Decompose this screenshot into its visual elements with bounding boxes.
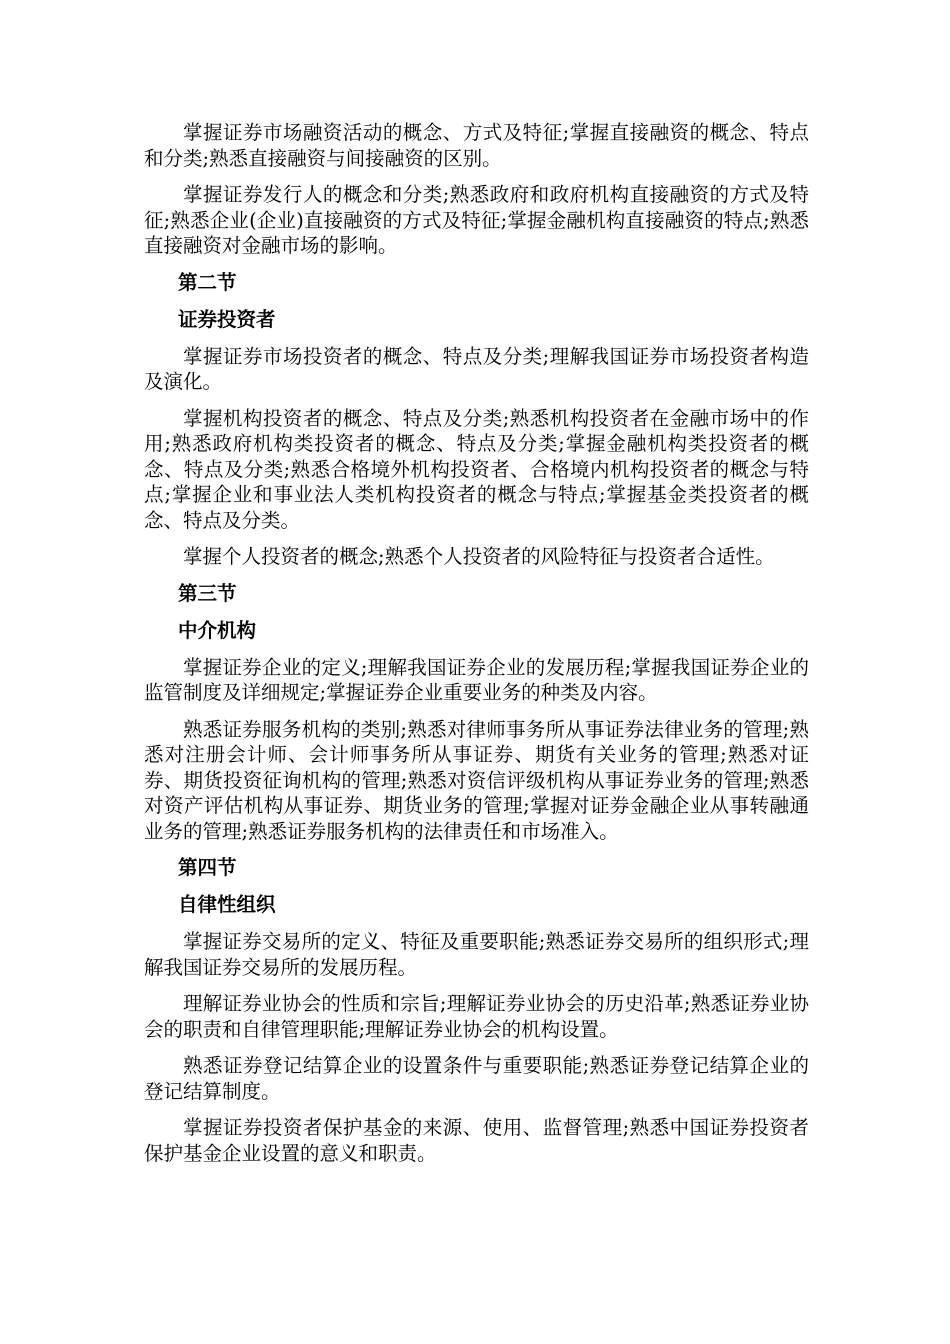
paragraph-institutional-investors: 掌握机构投资者的概念、特点及分类;熟悉机构投资者在金融市场中的作用;熟悉政府机构类投资者的概念、特点及分类;掌握金融机构类投资者的概念、特点及分类;熟悉合格境外机构投资者、合格境内机构投资者的概念与特点;掌握企业和事业法人类机构投资者的概念与特点;掌握基金类投资者的概念、特点及分类。	[144, 406, 809, 532]
paragraph-securities-firms: 掌握证券企业的定义;理解我国证券企业的发展历程;掌握我国证券企业的监管制度及详细规定;掌握证券企业重要业务的种类及内容。	[144, 655, 809, 704]
paragraph-investor-concept: 掌握证券市场投资者的概念、特点及分类;理解我国证券市场投资者构造及演化。	[144, 344, 809, 393]
section-title-self-regulatory: 自律性组织	[178, 893, 276, 916]
paragraph-exchanges: 掌握证券交易所的定义、特征及重要职能;熟悉证券交易所的组织形式;理解我国证券交易所的发展历程。	[144, 930, 809, 979]
document-page	[144, 120, 809, 1177]
paragraph-association: 理解证券业协会的性质和宗旨;理解证券业协会的历史沿革;熟悉证券业协会的职责和自律管理职能;理解证券业协会的机构设置。	[144, 992, 809, 1041]
paragraph-service-institutions: 熟悉证券服务机构的类别;熟悉对律师事务所从事证券法律业务的管理;熟悉对注册会计师、会计师事务所从事证券、期货有关业务的管理;熟悉对证券、期货投资征询机构的管理;熟悉对资信评级机构从事证券业务的管理;熟悉对资产评估机构从事证券、期货业务的管理;掌握对证券金融企业从事转融通业务的管理;熟悉证券服务机构的法律责任和市场准入。	[144, 717, 809, 843]
paragraph-clearing: 熟悉证券登记结算企业的设置条件与重要职能;熟悉证券登记结算企业的登记结算制度。	[144, 1054, 809, 1103]
paragraph-individual-investors: 掌握个人投资者的概念;熟悉个人投资者的风险特征与投资者合适性。	[183, 545, 775, 568]
section-number-3: 第三节	[178, 581, 237, 605]
section-number-2: 第二节	[178, 270, 237, 294]
paragraph-protection-fund: 掌握证券投资者保护基金的来源、使用、监督管理;熟悉中国证券投资者保护基金企业设置的意义和职责。	[144, 1116, 809, 1165]
paragraph-issuers: 掌握证券发行人的概念和分类;熟悉政府和政府机构直接融资的方式及特征;熟悉企业(企业)直接融资的方式及特征;掌握金融机构直接融资的特点;熟悉直接融资对金融市场的影响。	[144, 183, 809, 257]
section-number-4: 第四节	[178, 856, 237, 879]
section-title-investors: 证券投资者	[178, 307, 276, 331]
section-title-intermediaries: 中介机构	[178, 618, 257, 642]
paragraph-financing-activities: 掌握证券市场融资活动的概念、方式及特征;掌握直接融资的概念、特点和分类;熟悉直接融资与间接融资的区别。	[144, 121, 809, 170]
